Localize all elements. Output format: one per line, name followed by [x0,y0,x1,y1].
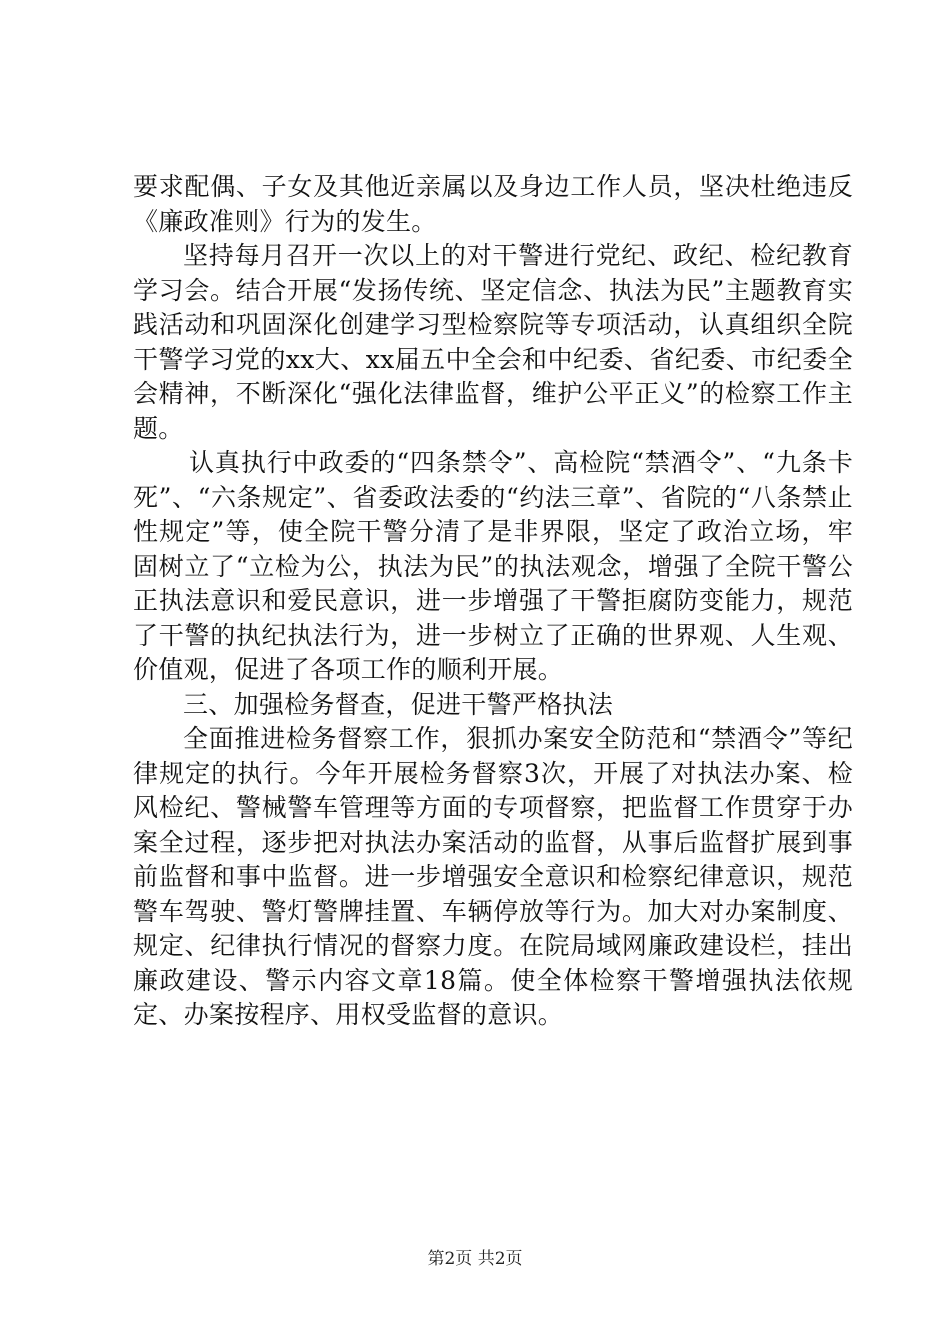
paragraph-continuation: 要求配偶、子女及其他近亲属以及身边工作人员，坚决杜绝违反《廉政准则》行为的发生。 [133,172,853,236]
paragraph-inspection: 全面推进检务督察工作，狠抓办案安全防范和“禁酒令”等纪律规定的执行。今年开展检务督察3次，开展了对执法办案、检风检纪、警械警车管理等方面的专项督察，把监督工作贯穿于办案全过程，逐步把对执法办案活动的监督，从事后监督扩展到事前监督和事中监督。进一步增强安全意识和检察纪律意识，规范警车驾驶、警灯警牌挂置、车辆停放等行为。加大对办案制度、规定、纪律执行情况的督察力度。在院局域网廉政建设栏，挂出廉政建设、警示内容文章18篇。使全体检察干警增强执法依规定、办案按程序、用权受监督的意识。 [133,724,853,1029]
paragraph-regulations: 认真执行中政委的“四条禁令”、高检院“禁酒令”、“九条卡死”、“六条规定”、省委政法委的“约法三章”、省院的“八条禁止性规定”等，使全院干警分清了是非界限，坚定了政治立场，牢固树立了“立检为公，执法为民”的执法观念，增强了全院干警公正执法意识和爱民意识，进一步增强了干警拒腐防变能力，规范了干警的执纪执法行为，进一步树立了正确的世界观、人生观、价值观，促进了各项工作的顺利开展。 [133,448,853,684]
document-body [133,170,853,1033]
section-heading: 三、加强检务督查，促进干警严格执法 [183,689,614,719]
paragraph-study-meetings: 坚持每月召开一次以上的对干警进行党纪、政纪、检纪教育学习会。结合开展“发扬传统、坚定信念、执法为民”主题教育实践活动和巩固深化创建学习型检察院等专项活动，认真组织全院干警学习党的xx大、xx届五中全会和中纪委、省纪委、市纪委全会精神，不断深化“强化法律监督，维护公平正义”的检察工作主题。 [133,241,853,443]
page-number-footer: 第2页 共2页 [427,1249,523,1269]
